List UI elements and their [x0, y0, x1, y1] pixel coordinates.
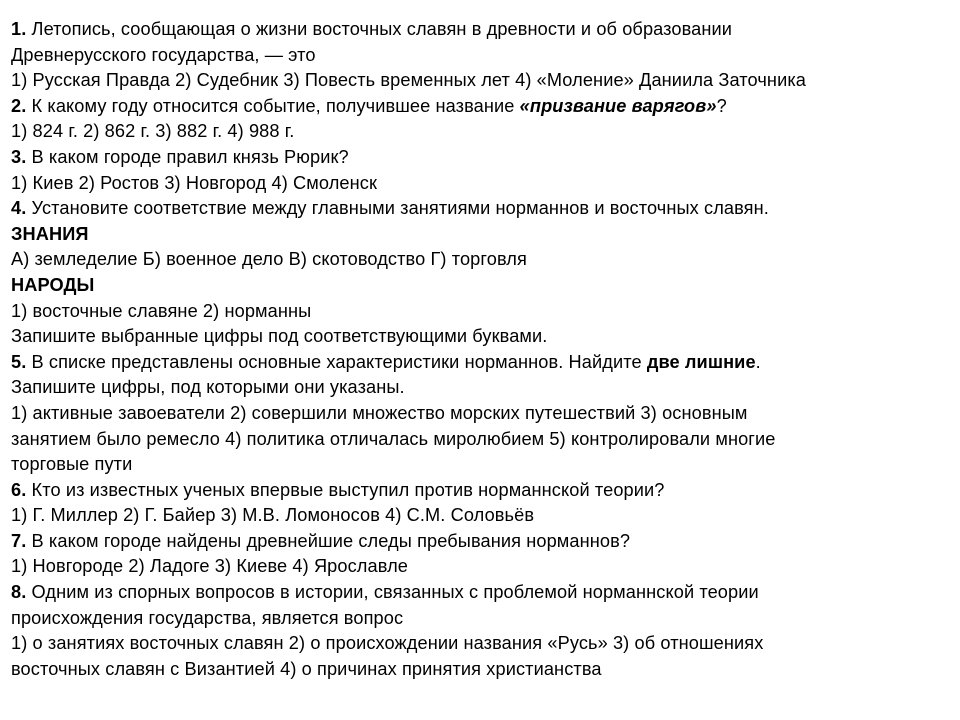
q4-number: 4. [11, 198, 27, 219]
q8-options-2: восточных славян с Византией 4) о причинах принятия христианства [11, 658, 602, 679]
q4-text: Установите соответствие между главными занятиями норманнов и восточных славян. [26, 198, 769, 219]
q5-bold-term: две лишние [646, 351, 756, 372]
q8-text: Одним из спорных вопросов в истории, связанных с проблемой норманнской теории [26, 582, 759, 603]
q5-number: 5. [11, 351, 27, 372]
q8-options-1: 1) о занятиях восточных славян 2) о происхождении названия «Русь» 3) об отношениях [11, 633, 764, 654]
q4-knowledge-options: А) земледелие Б) военное дело В) скотоводство Г) торговля [11, 249, 527, 270]
q3-text: В каком городе правил князь Рюрик? [26, 146, 349, 167]
q2-text: К какому году относится событие, получившее название [26, 95, 520, 116]
q2-options: 1) 824 г. 2) 862 г. 3) 882 г. 4) 988 г. [11, 121, 295, 142]
q5-options-3: торговые пути [11, 454, 133, 475]
q1-line-1 [11, 17, 946, 43]
q6-number: 6. [11, 479, 27, 500]
q1-text: Летопись, сообщающая о жизни восточных славян в древности и об образовании [26, 19, 733, 39]
q1-options: 1) Русская Правда 2) Судебник 3) Повесть временных лет 4) «Моление» Даниила Заточника [11, 70, 807, 91]
q6-options: 1) Г. Миллер 2) Г. Байер 3) М.В. Ломоносов 4) С.М. Соловьёв [11, 505, 535, 526]
q6-text: Кто из известных ученых впервые выступил против норманнской теории? [26, 479, 665, 500]
q1-line-2: Древнерусского государства, — это [11, 44, 316, 65]
q7-number: 7. [11, 530, 27, 551]
q4-line [11, 196, 946, 222]
q4-heading-peoples: НАРОДЫ [11, 274, 95, 295]
q2-line [11, 94, 946, 120]
q3-line [11, 145, 946, 171]
q6-line [11, 478, 946, 504]
q2-number: 2. [11, 95, 27, 116]
q4-heading-knowledge: ЗНАНИЯ [11, 223, 89, 244]
q3-number: 3. [11, 146, 27, 167]
q5-text: В списке представлены основные характеристики норманнов. Найдите [26, 351, 647, 372]
q7-line [11, 529, 946, 555]
q8-line-2: происхождения государства, является вопрос [11, 607, 404, 628]
q5-line-2: Запишите цифры, под которыми они указаны. [11, 377, 405, 398]
q3-options: 1) Киев 2) Ростов 3) Новгород 4) Смоленск [11, 172, 378, 193]
q2-italic-term: «призвание варягов» [519, 95, 717, 116]
q8-line-1 [11, 580, 946, 606]
q8-number: 8. [11, 582, 27, 603]
q5-line-1 [11, 350, 946, 376]
q7-text: В каком городе найдены древнейшие следы пребывания норманнов? [26, 530, 631, 551]
q5-options-1: 1) активные завоеватели 2) совершили множество морских путешествий 3) основным [11, 402, 748, 423]
q1-number: 1. [11, 19, 27, 39]
q5-text-after: . [755, 351, 761, 372]
q7-options: 1) Новгороде 2) Ладоге 3) Киеве 4) Ярославле [11, 556, 409, 577]
q4-peoples-options: 1) восточные славяне 2) норманны [11, 300, 312, 321]
q4-instruction: Запишите выбранные цифры под соответствующими буквами. [11, 326, 548, 347]
q5-options-2: занятием было ремесло 4) политика отличалась миролюбием 5) контролировали многие [11, 428, 776, 449]
q2-text-after: ? [716, 95, 727, 116]
